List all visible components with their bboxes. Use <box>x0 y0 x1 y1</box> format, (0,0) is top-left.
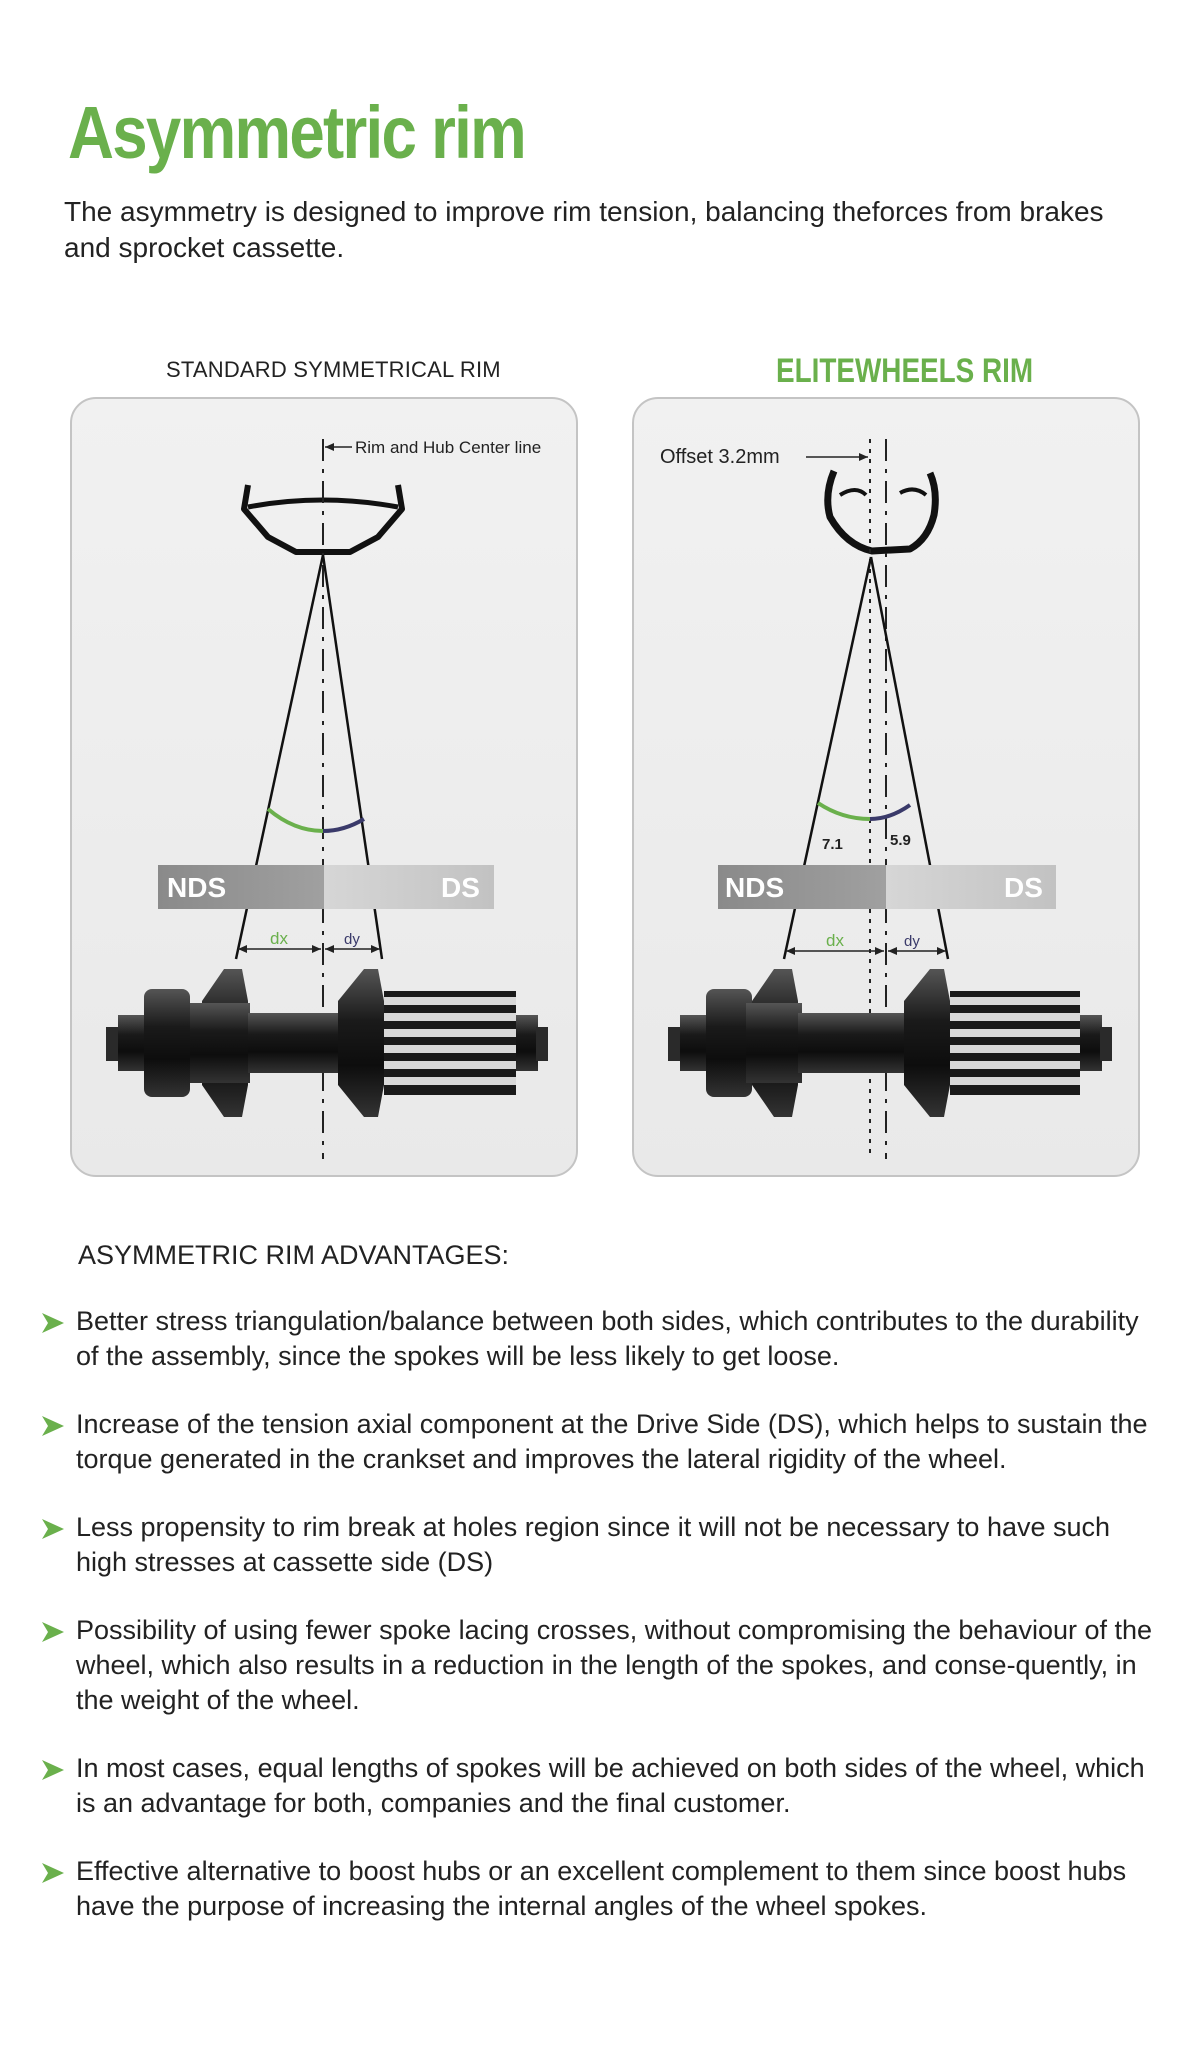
list-item <box>40 1304 1160 1374</box>
list-item <box>40 1510 1160 1580</box>
intro-text: The asymmetry is designed to improve rim tension, balancing theforces from brakes and sprocket cassette. <box>64 196 1104 263</box>
angle-arc-nds <box>268 809 323 831</box>
offset-label: Offset 3.2mm <box>660 446 780 468</box>
green-arrow-icon <box>40 1620 66 1644</box>
angle-arc-ds <box>323 819 364 831</box>
list-item <box>40 1613 1160 1718</box>
angle-arc-nds <box>818 803 870 819</box>
standard-rim-caption: STANDARD SYMMETRICAL RIM <box>166 357 501 382</box>
green-arrow-icon <box>40 1414 66 1438</box>
elitewheels-rim-panel <box>632 397 1140 1177</box>
green-arrow-icon <box>40 1861 66 1885</box>
standard-rim-diagram <box>72 399 580 1179</box>
dx-label: dx <box>270 929 288 948</box>
nds-label: NDS <box>725 872 785 903</box>
advantage-text: In most cases, equal lengths of spokes will be achieved on both sides of the wheel, which is an advantage for both, companies and the final customer. <box>76 1753 1145 1818</box>
green-arrow-icon <box>40 1311 66 1335</box>
nds-label: NDS <box>167 872 227 903</box>
list-item <box>40 1407 1160 1477</box>
advantage-text: Increase of the tension axial component at the Drive Side (DS), which helps to sustain the torque generated in the crankset and improves the lateral rigidity of the wheel. <box>76 1409 1148 1474</box>
green-arrow-icon <box>40 1758 66 1782</box>
hub-body <box>668 969 1112 1117</box>
green-arrow-icon <box>40 1517 66 1541</box>
advantage-text: Less propensity to rim break at holes region since it will not be necessary to have such high stresses at cassette side (DS) <box>76 1512 1111 1577</box>
elitewheels-rim-caption: ELITEWHEELS RIM <box>776 352 1034 390</box>
center-line-label: Rim and Hub Center line <box>355 438 542 457</box>
standard-rim-panel <box>70 397 578 1177</box>
elitewheels-rim-diagram <box>634 399 1142 1179</box>
list-item <box>40 1854 1160 1924</box>
advantage-text: Effective alternative to boost hubs or an excellent complement to them since boost hubs have the purpose of increasing the internal angles of the wheel spokes. <box>76 1856 1127 1921</box>
ds-label: DS <box>441 872 480 903</box>
dy-label: dy <box>344 931 360 948</box>
ds-label: DS <box>1004 872 1043 903</box>
angle-left-value: 7.1 <box>822 836 843 853</box>
page-title: Asymmetric rim <box>68 91 525 174</box>
hub-body <box>106 969 548 1117</box>
rim-profile <box>828 471 936 551</box>
angle-arc-ds <box>870 805 910 819</box>
advantage-text: Possibility of using fewer spoke lacing crosses, without compromising the behaviour of the wheel, which also results in a reduction in the length of the spokes, and conse-quently, in the weight of the wheel. <box>76 1615 1153 1715</box>
list-item <box>40 1751 1160 1821</box>
advantages-heading: ASYMMETRIC RIM ADVANTAGES: <box>78 1240 510 1270</box>
dy-label: dy <box>904 933 920 950</box>
advantages-list <box>40 1304 1160 1957</box>
dx-label: dx <box>826 931 844 950</box>
advantage-text: Better stress triangulation/balance between both sides, which contributes to the durability of the assembly, since the spokes will be less likely to get loose. <box>76 1306 1139 1371</box>
angle-right-value: 5.9 <box>890 832 911 849</box>
